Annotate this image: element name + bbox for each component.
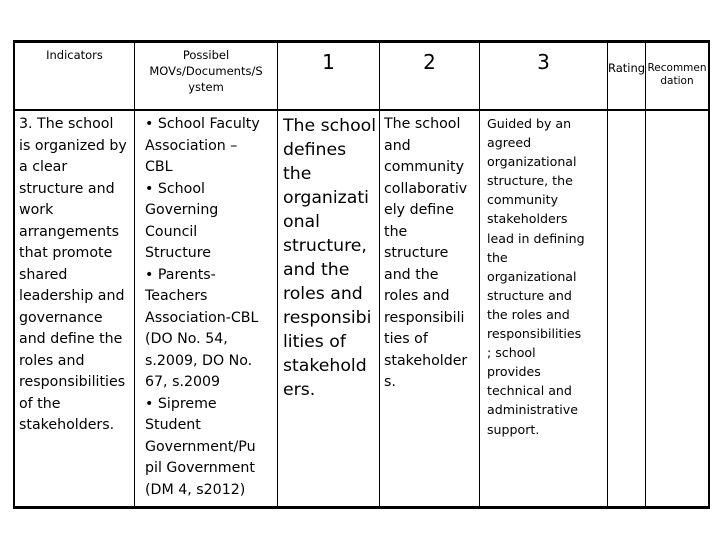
table-top-border (13, 40, 710, 43)
column-divider (645, 40, 646, 508)
indicator-cell: 3. The school is organized by a clear structure and work arrangements that promote shared leadership and governance and define the roles and responsibilities of the stakeholders. (19, 116, 127, 433)
column-divider (708, 40, 710, 508)
header-movs: Possibel MOVs/Documents/S ystem (149, 48, 263, 94)
header-recommendation: Recommen dation (647, 62, 707, 87)
header-rating: Rating (608, 61, 646, 75)
header-level-2: 2 (423, 50, 436, 74)
header-level-1: 1 (322, 50, 335, 74)
column-divider (13, 40, 15, 508)
movs-cell: • School Faculty Association – CBL • School Governing Council Structure • Parents- Teachers Association-CBL (DO No. 54, s.2009, DO No. 67, s.2009 • Sipreme Student Government/Pu pil Government (DM 4, s2012) (145, 116, 260, 498)
header-level-3: 3 (537, 50, 550, 74)
level-2-cell: The school and community collaborativ ely define the structure and the roles and responsibili ties of stakeholder s. (384, 116, 468, 390)
table-bottom-border (13, 506, 710, 509)
assessment-table (13, 40, 710, 508)
level-3-cell: Guided by an agreed organizational structure, the community stakeholders lead in defining the organizational structure and the roles and responsibilities ; school provides technical and administrative support. (487, 116, 585, 437)
column-divider (607, 40, 608, 508)
level-1-cell: The school defines the organizati onal structure, and the roles and responsibi lities of stakehold ers. (283, 116, 377, 400)
header-divider (13, 109, 710, 111)
column-divider (277, 40, 278, 508)
column-divider (479, 40, 480, 508)
column-divider (134, 40, 135, 508)
column-divider (379, 40, 380, 508)
header-indicators: Indicators (46, 48, 103, 62)
